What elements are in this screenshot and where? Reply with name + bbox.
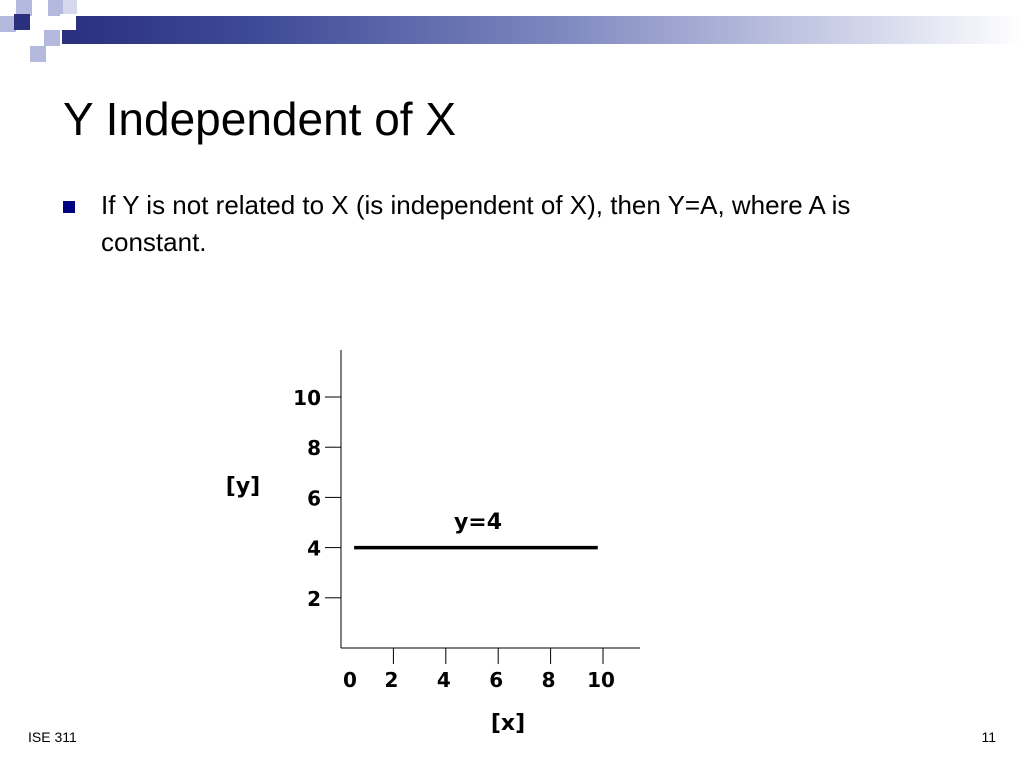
y-tick-label: 2 xyxy=(307,586,321,611)
bullet-text: If Y is not related to X (is independent of X), then Y=A, where A is constant. xyxy=(101,190,851,257)
slide-title: Y Independent of X xyxy=(63,93,457,145)
y-axis-label: [y] xyxy=(225,474,261,499)
x-tick-label: 0 xyxy=(343,668,357,692)
y-tick-label: 8 xyxy=(307,436,321,461)
x-tick-label: 8 xyxy=(541,668,556,692)
x-axis-label: [x] xyxy=(490,711,526,736)
x-tick-label: 10 xyxy=(587,668,615,692)
x-tick-label: 2 xyxy=(384,668,399,692)
y-tick-label: 6 xyxy=(307,486,321,511)
x-tick-label: 6 xyxy=(489,668,504,692)
y-tick-label: 10 xyxy=(293,386,321,410)
footer-course-label: ISE 311 xyxy=(28,729,77,745)
page-number: 11 xyxy=(981,729,996,745)
line-annotation-label: y=4 xyxy=(453,510,503,535)
y-tick-label: 4 xyxy=(307,536,321,561)
x-tick-label: 4 xyxy=(436,668,451,692)
